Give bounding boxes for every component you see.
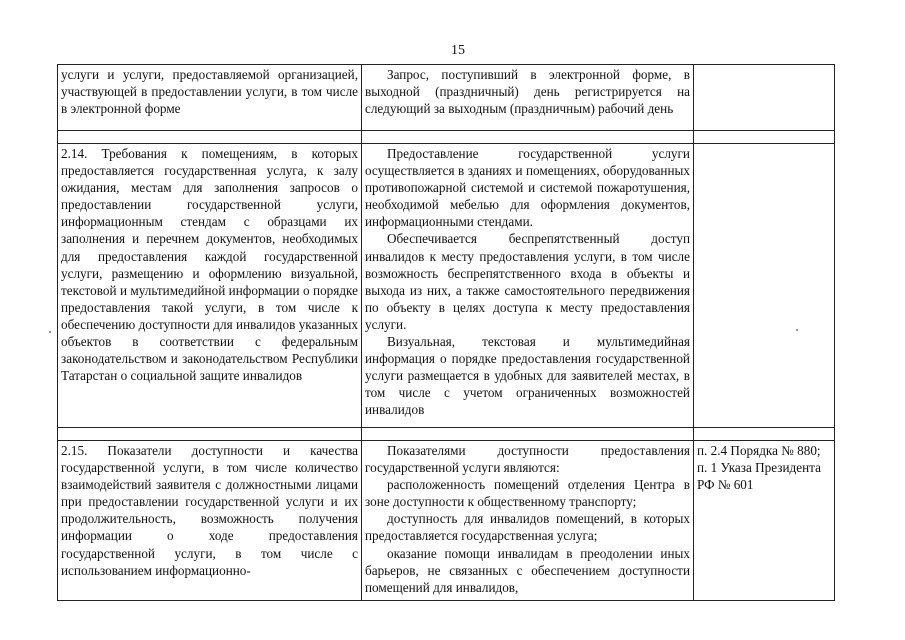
- cell-paragraph: Показателями доступности предоставления государственной услуги являются:: [365, 443, 690, 476]
- cell-paragraph: п. 1 Указа Президента РФ № 601: [697, 460, 821, 493]
- table-row: [58, 144, 835, 428]
- cell-paragraph: услуги и услуги, предоставляемой организацией, участвующей в предоставлении услуги, в том числе в электронной форме: [61, 67, 358, 117]
- requirement-cell: [58, 441, 361, 580]
- cell-paragraph: доступность для инвалидов помещений, в которых предоставляется государственная услуга;: [365, 511, 690, 544]
- regulation-table: [57, 64, 835, 601]
- reference-cell: [694, 65, 834, 67]
- scan-speck: [796, 329, 798, 331]
- cell-paragraph: Визуальная, текстовая и мультимедийная информация о порядке предоставления государственной услуги размещается в удобных для заявителей местах, в том числе с учетом ограниченных возможностей инвалидов: [365, 334, 690, 418]
- requirement-cell: [58, 65, 361, 118]
- cell-paragraph: Предоставление государственной услуги осуществляется в зданиях и помещениях, оборудованных противопожарной системой и системой пожаротушения, необходимой мебелью для оформления документов, информационными стендами.: [365, 146, 690, 230]
- table-row: [58, 441, 835, 601]
- reference-cell: [694, 144, 834, 146]
- cell-paragraph: Обеспечивается беспрепятственный доступ инвалидов к месту предоставления услуги, в том числе возможность беспрепятственного входа в объекты и выхода из них, а также самостоятельного передвижения по объекту в целях доступа к месту предоставления услуги.: [365, 231, 690, 332]
- row-gap: [58, 131, 835, 144]
- reference-cell: [694, 441, 834, 494]
- cell-paragraph: расположенность помещений отделения Центра в зоне доступности к общественному транспорту;: [365, 477, 690, 510]
- cell-paragraph: Запрос, поступивший в электронной форме, в выходной (праздничный) день регистрируется на следующий за выходным (праздничным) рабочий день: [365, 67, 690, 117]
- content-cell: [362, 144, 693, 420]
- row-gap: [58, 428, 835, 441]
- content-cell: [362, 441, 693, 597]
- cell-paragraph: 2.15. Показатели доступности и качества государственной услуги, в том числе количество взаимодействий заявителя с должностными лицами при предоставлении государственной услуги и их продолжительность, возможность получения информации о ходе предоставления государственной услуги, в том числе с использованием информационно-: [61, 443, 358, 578]
- scan-speck: [49, 331, 51, 333]
- cell-paragraph: оказание помощи инвалидам в преодолении иных барьеров, не связанных с обеспечением доступности помещений для инвалидов,: [365, 545, 690, 595]
- content-cell: [362, 65, 693, 118]
- cell-paragraph: 2.14. Требования к помещениям, в которых предоставляется государственная услуга, к залу ожидания, местам для заполнения запросов о предоставлении государственной услуги, информационным стендам с образцами их заполнения и перечнем документов, необходимых для предоставления каждой государственной услуги, размещению и оформлению визуальной, текстовой и мультимедийной информации о порядке предоставления такой услуги, в том числе к обеспечению доступности для инвалидов указанных объектов в соответствии с федеральным законодательством и законодательством Республики Татарстан о социальной защите инвалидов: [61, 146, 358, 384]
- page-number: 15: [451, 43, 465, 58]
- cell-paragraph: п. 2.4 Порядка № 880;: [697, 443, 821, 458]
- requirement-cell: [58, 144, 361, 385]
- table-row: [58, 65, 835, 131]
